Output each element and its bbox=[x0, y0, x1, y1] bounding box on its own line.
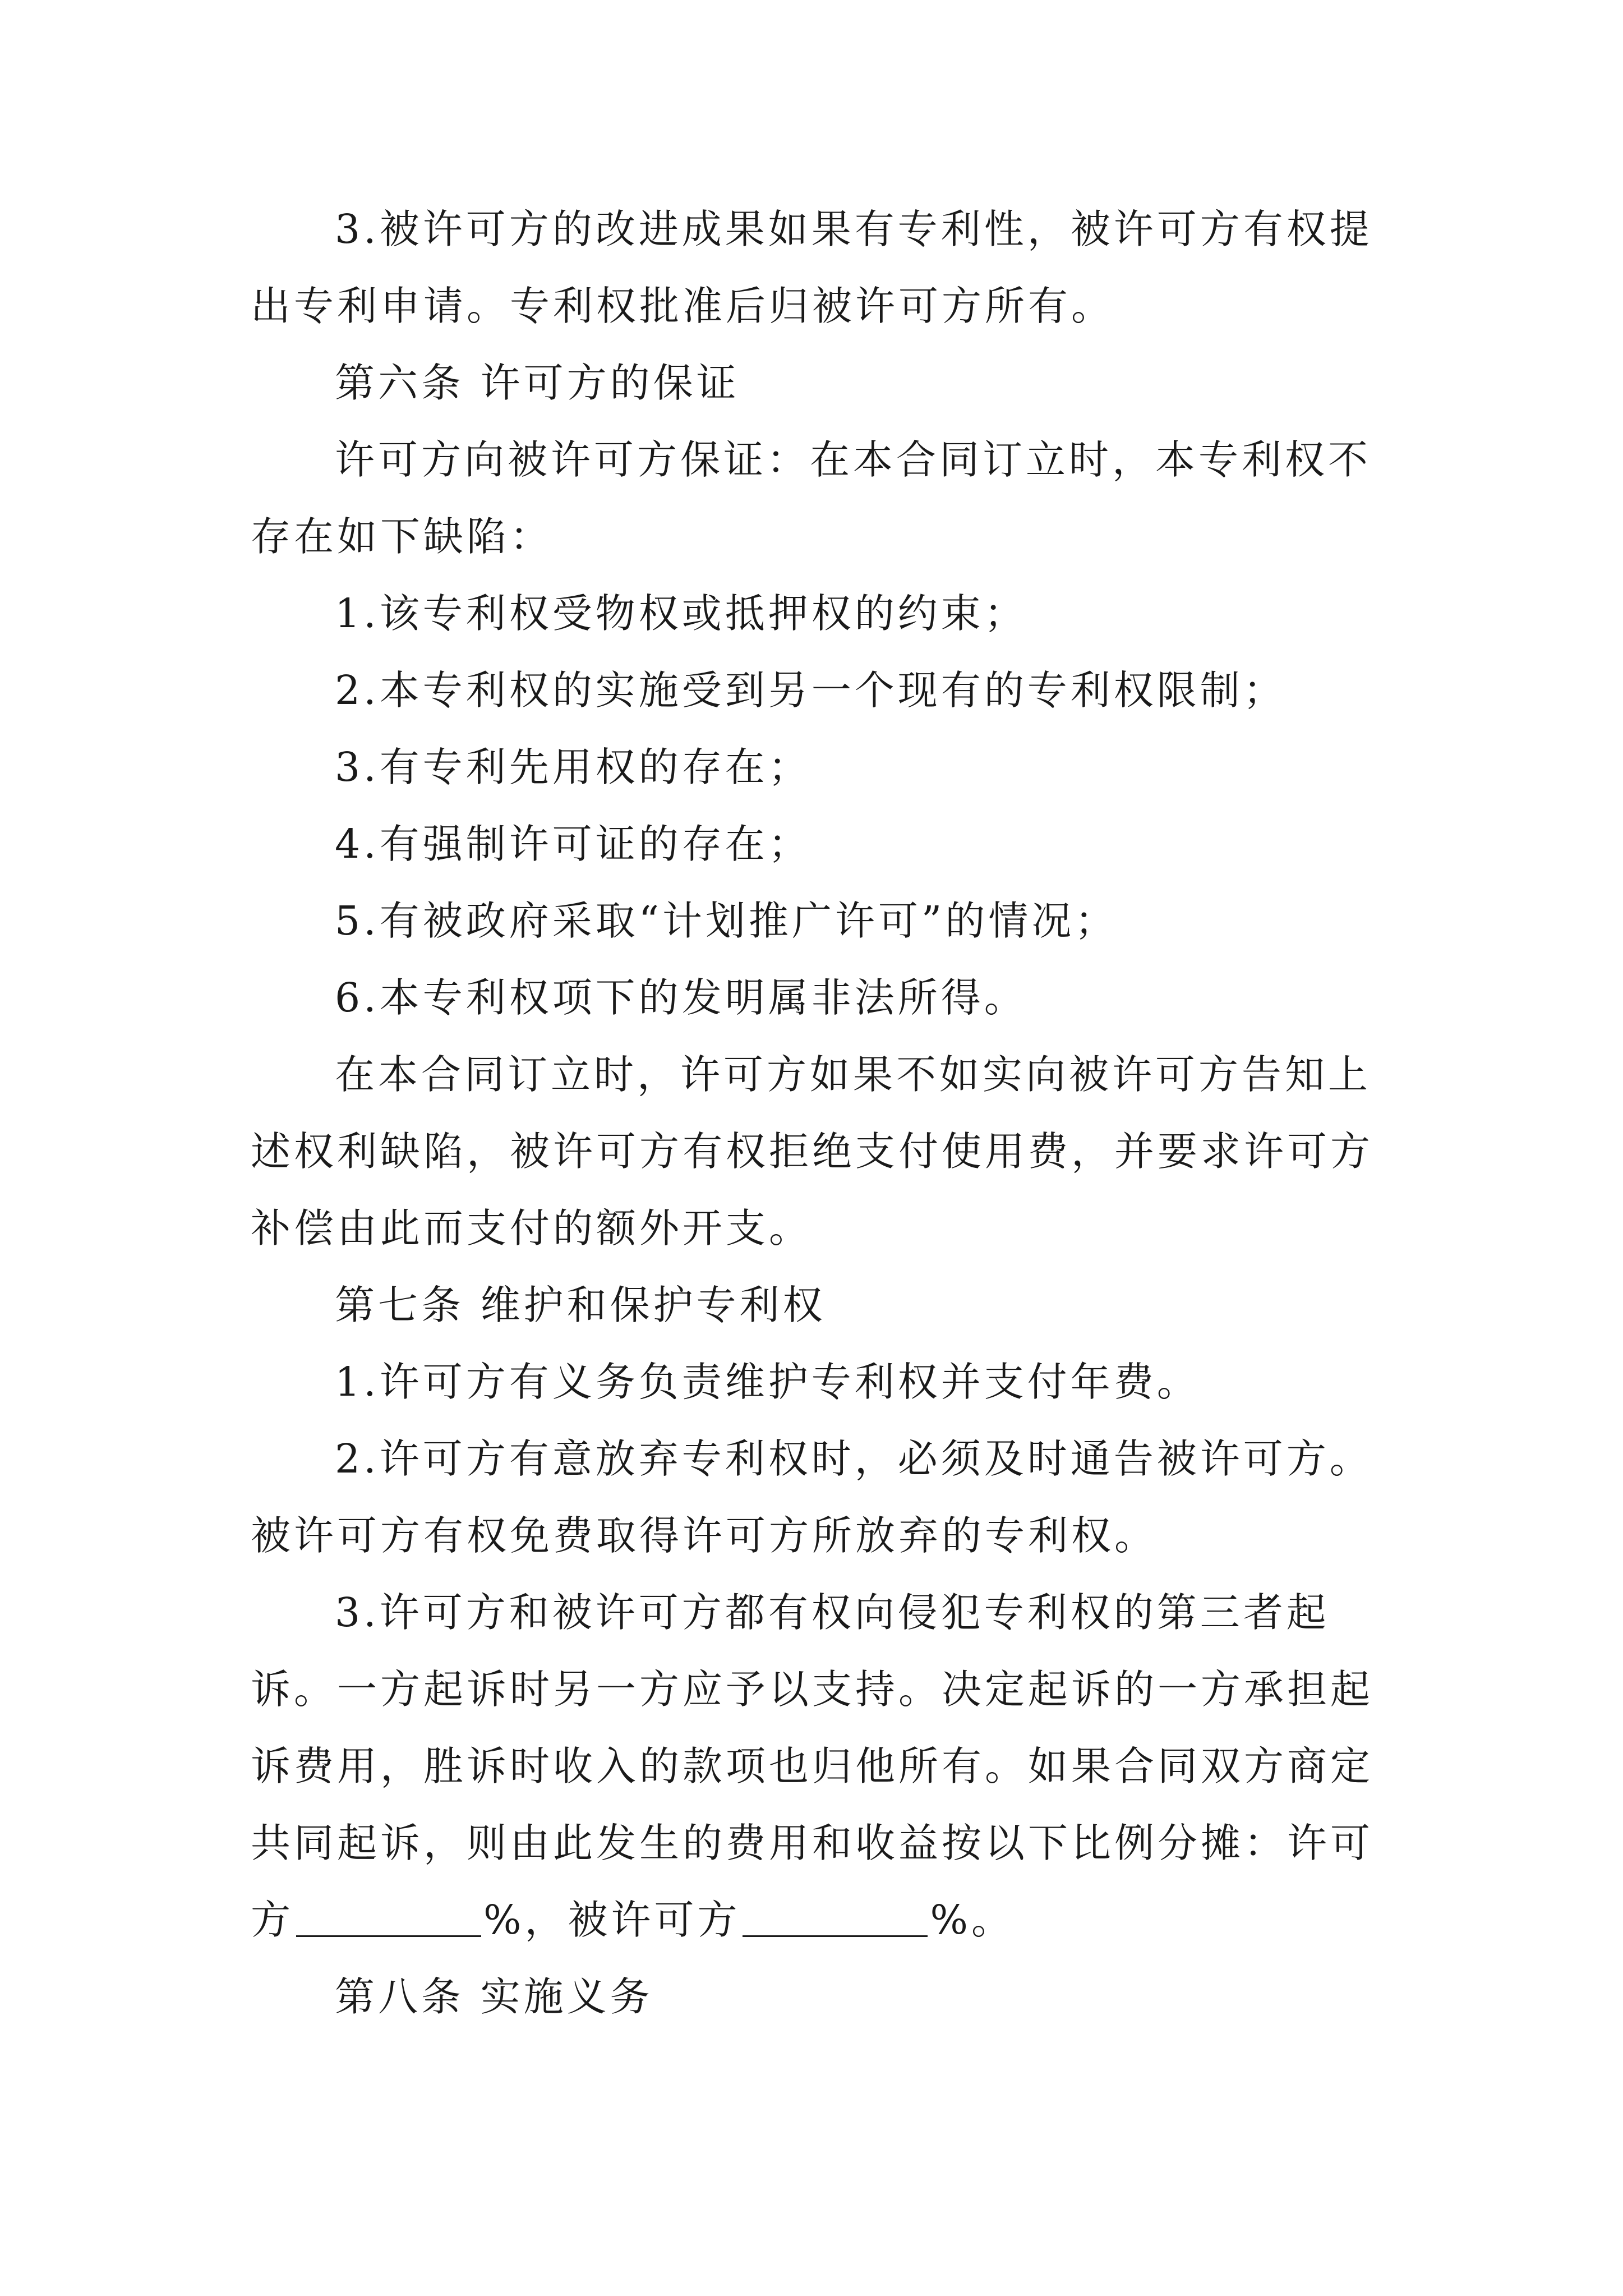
article-7-heading: 第七条 维护和保护专利权 bbox=[335, 1282, 826, 1328]
cost-share-label-licensor: 方 bbox=[251, 1897, 294, 1943]
maintenance-item-3: 3.许可方和被许可方都有权向侵犯专利权的第三者起诉。一方起诉时另一方应予以支持。决定起诉的一方承担起诉费用，胜诉时收入的款项也归他所有。如果合同双方商定共同起诉，则由此发生的费用和收益按以下比例分摊：许可 bbox=[251, 1589, 1374, 1866]
licensor-share-blank bbox=[296, 1902, 481, 1937]
cost-share-label-end: %。 bbox=[930, 1897, 1015, 1943]
maintenance-item-2: 2.许可方有意放弃专利权时，必须及时通告被许可方。被许可方有权免费取得许可方所放弃的专利权。 bbox=[251, 1435, 1373, 1559]
article-8-heading: 第八条 实施义务 bbox=[335, 1973, 653, 2020]
paragraph-improvement-patent: 3.被许可方的改进成果如果有专利性，被许可方有权提出专利申请。专利权批准后归被许可方所有。 bbox=[251, 206, 1373, 329]
maintenance-item-1: 1.许可方有义务负责维护专利权并支付年费。 bbox=[335, 1359, 1200, 1405]
article-6-heading: 第六条 许可方的保证 bbox=[335, 360, 740, 406]
cost-share-label-licensee: %，被许可方 bbox=[483, 1897, 741, 1943]
guarantee-item-4: 4.有强制许可证的存在； bbox=[335, 821, 811, 867]
cost-share-line bbox=[251, 1881, 1389, 1958]
guarantee-item-1: 1.该专利权受物权或抵押权的约束； bbox=[335, 590, 1027, 637]
guarantee-item-2: 2.本专利权的实施受到另一个现有的专利权限制； bbox=[335, 667, 1287, 714]
document-body bbox=[251, 191, 1389, 2035]
paragraph-defect-disclosure: 在本合同订立时，许可方如果不如实向被许可方告知上述权利缺陷，被许可方有权拒绝支付使用费，并要求许可方补偿由此而支付的额外开支。 bbox=[251, 1051, 1374, 1251]
guarantee-item-6: 6.本专利权项下的发明属非法所得。 bbox=[335, 974, 1027, 1021]
guarantee-item-5: 5.有被政府采取“计划推广许可”的情况； bbox=[335, 898, 1118, 944]
paragraph-licensor-guarantee: 许可方向被许可方保证：在本合同订立时，本专利权不存在如下缺陷： bbox=[251, 436, 1372, 560]
licensee-share-blank bbox=[743, 1902, 928, 1937]
guarantee-item-3: 3.有专利先用权的存在； bbox=[335, 744, 811, 790]
